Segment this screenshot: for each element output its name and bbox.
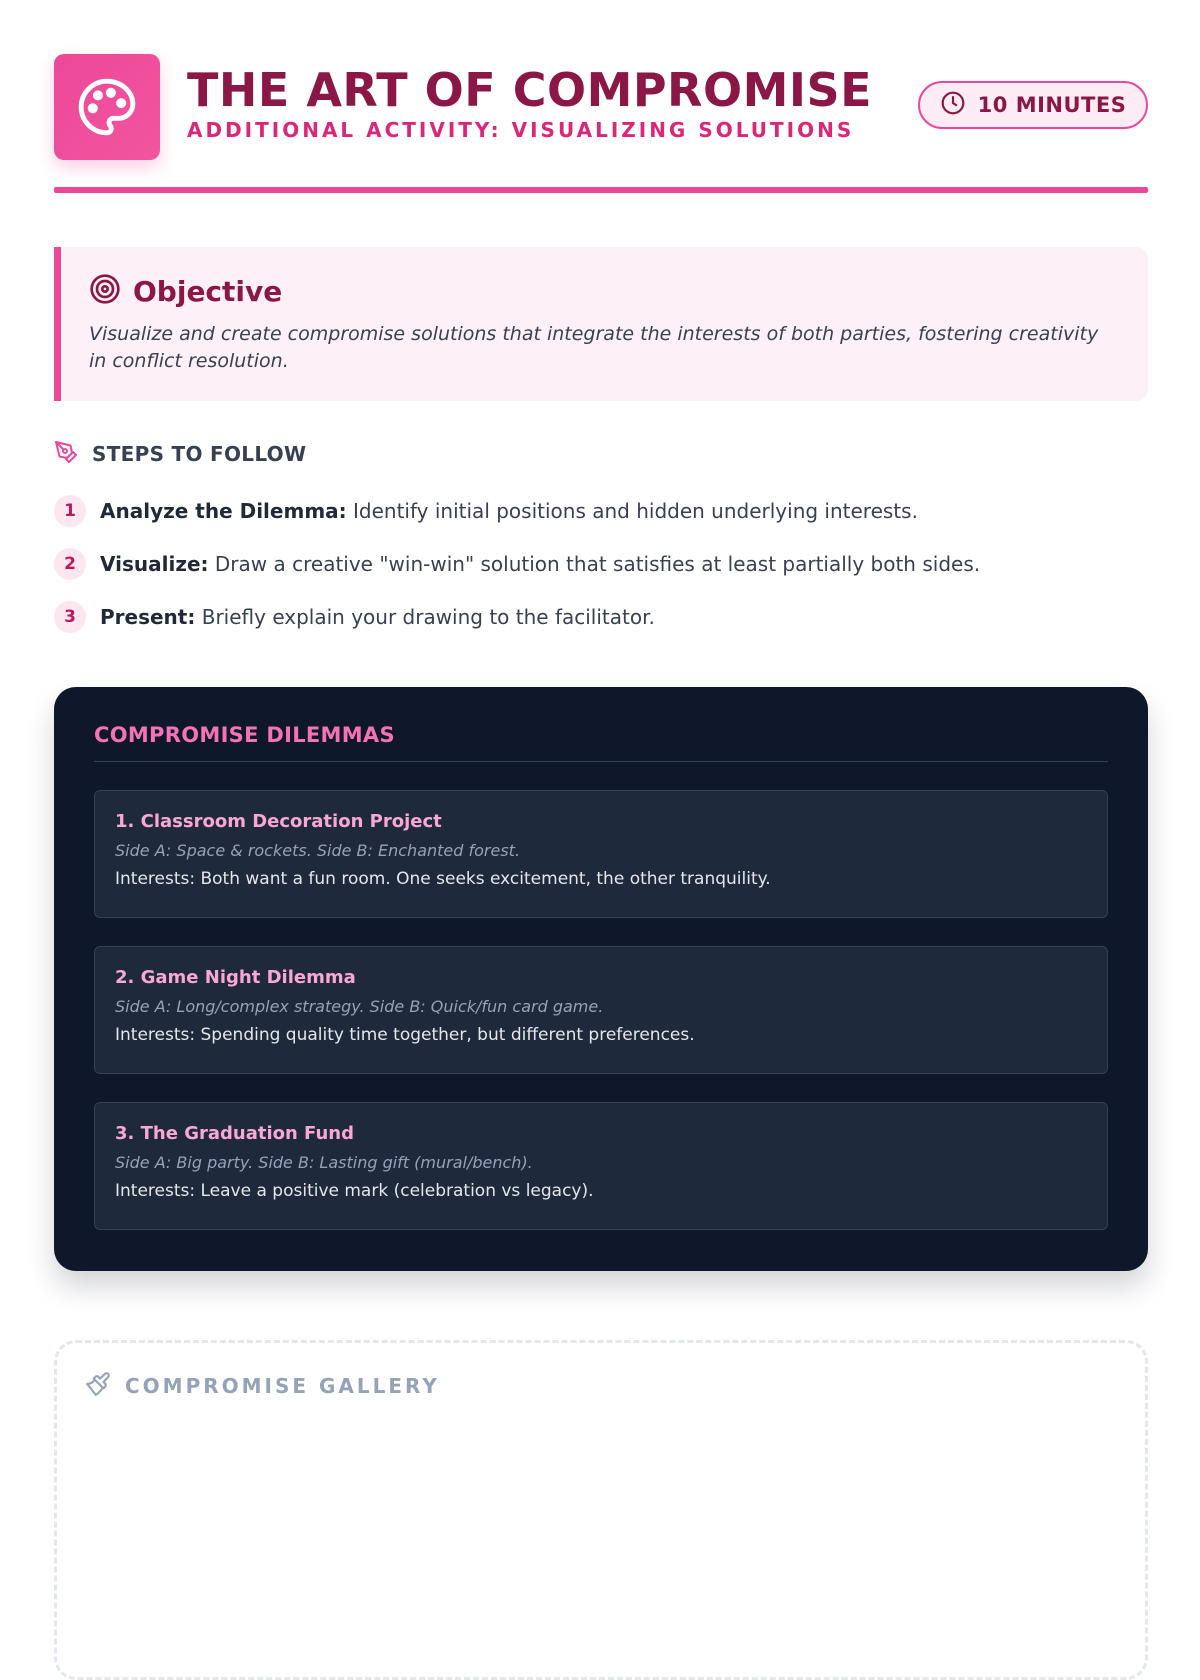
- paintbrush-icon: [85, 1371, 111, 1401]
- dilemma-title: 1. Classroom Decoration Project: [115, 811, 442, 832]
- clock-icon: [940, 90, 966, 121]
- step-text: [100, 605, 655, 629]
- palette-icon: [54, 54, 160, 160]
- steps-title: STEPS TO FOLLOW: [92, 442, 307, 466]
- dilemma-sides: Side A: Space & rockets. Side B: Enchanted forest.: [115, 841, 521, 860]
- step-description: Briefly explain your drawing to the facilitator.: [195, 604, 655, 629]
- objective-card: [54, 247, 1148, 401]
- dilemma-interests: Interests: Leave a positive mark (celebration vs legacy).: [115, 1181, 594, 1201]
- step-label: Visualize:: [100, 551, 209, 576]
- steps-heading: [54, 440, 306, 468]
- header: [54, 54, 1148, 194]
- duration-label: 10 MINUTES: [977, 93, 1127, 117]
- compromise-gallery[interactable]: [54, 1340, 1148, 1680]
- dilemma-sides: Side A: Big party. Side B: Lasting gift (mural/bench).: [115, 1153, 533, 1172]
- pen-tool-icon: [54, 440, 78, 468]
- dilemmas-panel: [54, 687, 1148, 1271]
- steps-list: [54, 484, 1148, 643]
- dilemma-card: [94, 1102, 1108, 1230]
- step-number: 2: [54, 548, 86, 580]
- objective-heading: [89, 273, 1118, 309]
- step-item: [54, 537, 1148, 590]
- dilemma-card: [94, 790, 1108, 918]
- objective-title: Objective: [133, 274, 283, 308]
- step-item: [54, 484, 1148, 537]
- objective-text: Visualize and create compromise solutions that integrate the interests of both parties, fostering creativity in conflict resolution.: [89, 323, 1099, 372]
- step-description: Identify initial positions and hidden underlying interests.: [346, 498, 918, 523]
- step-text: [100, 552, 980, 576]
- gallery-title: COMPROMISE GALLERY: [125, 1374, 440, 1398]
- duration-badge: [918, 81, 1148, 129]
- step-label: Present:: [100, 604, 196, 629]
- target-icon: [89, 273, 121, 309]
- dilemma-title: 2. Game Night Dilemma: [115, 967, 356, 988]
- dilemma-sides: Side A: Long/complex strategy. Side B: Quick/fun card game.: [115, 997, 604, 1016]
- page-title: THE ART OF COMPROMISE: [187, 63, 873, 117]
- dilemma-interests: Interests: Both want a fun room. One seeks excitement, the other tranquility.: [115, 869, 771, 889]
- dilemma-interests: Interests: Spending quality time together, but different preferences.: [115, 1025, 695, 1045]
- activity-page: [54, 54, 1148, 1398]
- step-description: Draw a creative "win-win" solution that satisfies at least partially both sides.: [208, 551, 981, 576]
- dilemmas-title: COMPROMISE DILEMMAS: [94, 723, 395, 747]
- step-number: 1: [54, 495, 86, 527]
- dilemma-title: 3. The Graduation Fund: [115, 1123, 354, 1144]
- step-label: Analyze the Dilemma:: [100, 498, 347, 523]
- dilemma-card: [94, 946, 1108, 1074]
- dilemmas-divider: [94, 761, 1108, 762]
- step-item: [54, 590, 1148, 643]
- header-divider: [54, 187, 1148, 193]
- step-number: 3: [54, 601, 86, 633]
- page-subtitle: ADDITIONAL ACTIVITY: VISUALIZING SOLUTIONS: [187, 118, 855, 142]
- gallery-heading: [85, 1371, 1117, 1401]
- step-text: [100, 499, 918, 523]
